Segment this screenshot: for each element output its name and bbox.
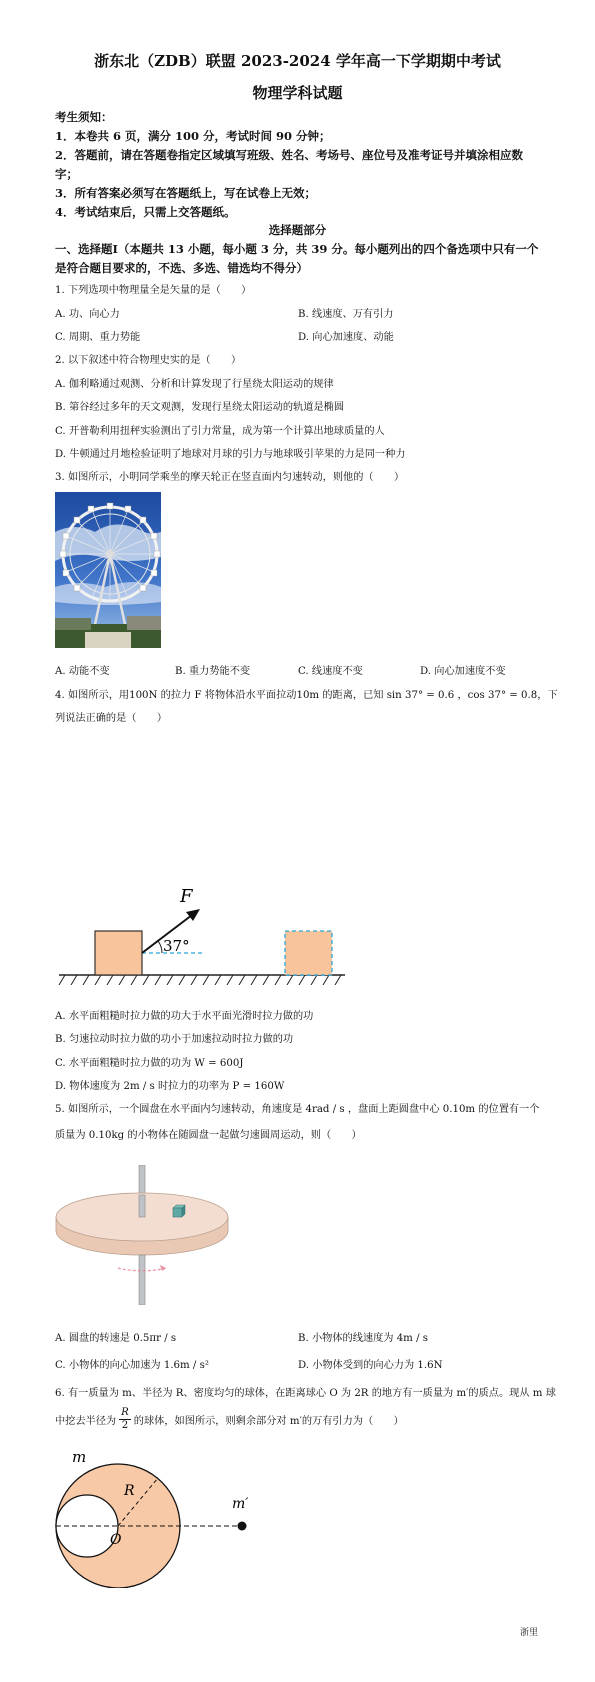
notice-item-2: 2．答题前，请在答题卷指定区域填写班级、姓名、考场号、座位号及准考证号并填涂相应数 (55, 148, 523, 162)
notice-item-4: 4．考试结束后，只需上交答题纸。 (55, 205, 236, 219)
fraction-denominator: 2 (121, 1420, 129, 1431)
q2-stem: 2. 以下叙述中符合物理史实的是（ ） (55, 355, 242, 366)
q1-stem: 1. 下列选项中物理量全是矢量的是（ ） (55, 285, 252, 296)
q3-option-c: C. 线速度不变 (298, 666, 363, 677)
q1-option-c: C. 周期、重力势能 (55, 332, 141, 343)
q6-stem-post: 的球体，如图所示，则剩余部分对 m′的万有引力为（ ） (133, 1416, 404, 1427)
q4-option-a: A. 水平面粗糙时拉力做的功大于水平面光滑时拉力做的功 (55, 1011, 314, 1022)
q6-stem-cont (55, 1407, 404, 1432)
q2-option-a: A. 伽利略通过观测、分析和计算发现了行星绕太阳运动的规律 (55, 379, 334, 390)
q2-option-d: D. 牛顿通过月地检验证明了地球对月球的引力与地球吸引苹果的力是同一种力 (55, 449, 406, 460)
q3-option-a: A. 动能不变 (55, 666, 110, 677)
center-o-label: O (110, 1532, 122, 1548)
radius-r-label: R (124, 1483, 135, 1499)
q4-option-b: B. 匀速拉动时拉力做的功小于加速拉动时拉力做的功 (55, 1034, 294, 1045)
mass-m-prime-label: m′ (232, 1496, 249, 1512)
q5-option-c: C. 小物体的向心加速为 1.6m / s² (55, 1360, 209, 1371)
notice-item-2-cont: 字； (55, 167, 78, 181)
q3-option-b: B. 重力势能不变 (175, 666, 251, 677)
notice-item-1: 1．本卷共 6 页，满分 100 分，考试时间 90 分钟； (55, 129, 331, 143)
q5-option-d: D. 小物体受到的向心力为 1.6N (298, 1360, 443, 1371)
q4-option-d: D. 物体速度为 2m / s 时拉力的功率为 P = 160W (55, 1081, 285, 1092)
q4-stem: 4. 如图所示，用100N 的拉力 F 将物体沿水平面拉动10m 的距离，已知 sin 37° = 0.6 ，cos 37° = 0.8，下 (55, 690, 558, 701)
hollow-sphere-diagram (52, 1448, 262, 1588)
q1-option-a: A. 功、向心力 (55, 309, 120, 320)
notice-heading: 考生须知： (55, 110, 113, 124)
q1-option-d: D. 向心加速度、动能 (298, 332, 394, 343)
q5-stem-cont: 质量为 0.10kg 的小物体在随圆盘一起做匀速圆周运动，则（ ） (55, 1130, 362, 1141)
q4-option-c: C. 水平面粗糙时拉力做的功为 W = 600J (55, 1058, 244, 1069)
q5-option-a: A. 圆盘的转速是 0.5πr / s (55, 1333, 177, 1344)
block-force-diagram (55, 885, 355, 985)
q6-stem: 6. 有一质量为 m、半径为 R、密度均匀的球体，在距离球心 O 为 2R 的地方有一质量为 m′的质点。现从 m 球 (55, 1388, 556, 1399)
q1-option-b: B. 线速度、万有引力 (298, 309, 394, 320)
q3-option-d: D. 向心加速度不变 (420, 666, 506, 677)
section-heading-cont: 是符合题目要求的，不选、多选、错选均不得分） (55, 261, 308, 275)
footer-mark: 浙里 (520, 1628, 539, 1638)
ferris-wheel-photo (55, 492, 161, 648)
q2-option-c: C. 开普勒利用扭秤实验测出了引力常量，成为第一个计算出地球质量的人 (55, 426, 385, 437)
page-title: 浙东北（ZDB）联盟 2023-2024 学年高一下学期期中考试 (94, 52, 501, 70)
rotating-disk-diagram (52, 1165, 242, 1305)
page-subtitle: 物理学科试题 (252, 84, 343, 102)
section-heading: 一、选择题Ⅰ（本题共 13 小题，每小题 3 分，共 39 分。每小题列出的四个备选项中只有一个 (55, 242, 539, 256)
q2-option-b: B. 第谷经过多年的天文观测，发现行星绕太阳运动的轨道是椭圆 (55, 402, 345, 413)
fraction-r-over-2 (119, 1407, 131, 1432)
q4-stem-cont: 列说法正确的是（ ） (55, 713, 168, 724)
q5-stem: 5. 如图所示，一个圆盘在水平面内匀速转动，角速度是 4rad / s ，盘面上距圆盘中心 0.10m 的位置有一个 (55, 1104, 540, 1115)
angle-label: 37° (163, 937, 190, 955)
fraction-numerator: R (121, 1407, 129, 1418)
q6-stem-pre: 中挖去半径为 (55, 1416, 117, 1427)
notice-item-3: 3．所有答案必须写在答题纸上，写在试卷上无效； (55, 186, 316, 200)
q3-stem: 3. 如图所示，小明同学乘坐的摩天轮正在竖直面内匀速转动，则他的（ ） (55, 472, 405, 483)
q5-option-b: B. 小物体的线速度为 4m / s (298, 1333, 428, 1344)
mass-m-label: m (72, 1448, 87, 1466)
force-label: F (180, 886, 193, 907)
part-title: 选择题部分 (268, 223, 327, 237)
